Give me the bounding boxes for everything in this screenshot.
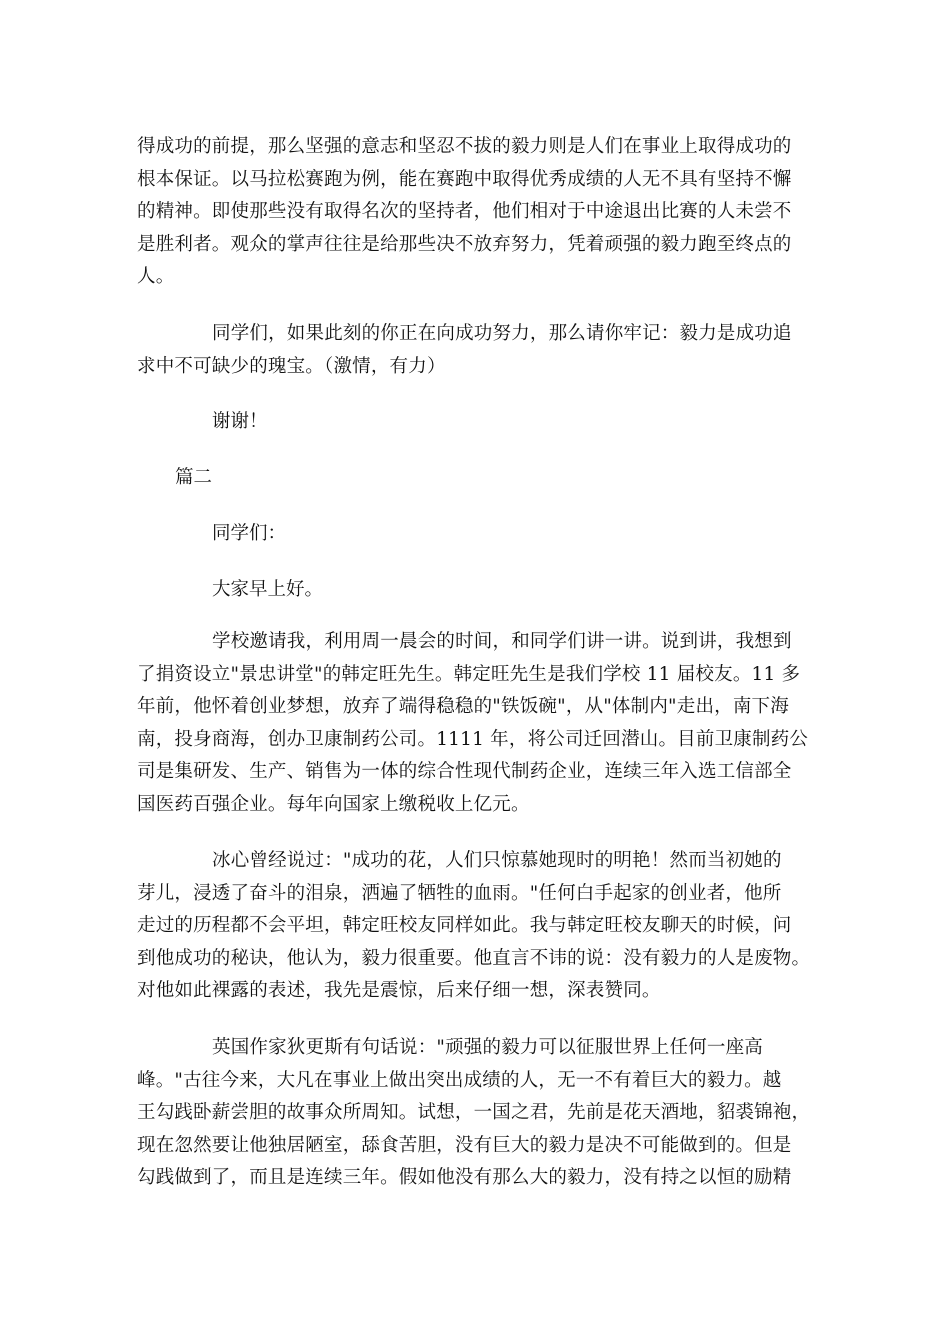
text-line: 司是集研发、生产、销售为一体的综合性现代制药企业，连续三年入选工信部全 — [137, 761, 792, 782]
text-line: 人。 — [137, 266, 175, 287]
text-line: 是胜利者。观众的掌声往往是给那些决不放弃努力，凭着顽强的毅力跑至终点的 — [137, 233, 792, 255]
text-line: 芽儿，浸透了奋斗的泪泉，洒遍了牺牲的血雨。"任何白手起家的创业者，他所 — [137, 882, 782, 904]
text-line: 求中不可缺少的瑰宝。（激情，有力） — [137, 355, 446, 377]
text-line: 了捐资设立"景忠讲堂"的韩定旺先生。韩定旺先生是我们学校 11 届校友。11 多 — [137, 663, 801, 685]
text-line: 的精神。即使那些没有取得名次的坚持者，他们相对于中途退出比赛的人未尝不 — [137, 201, 792, 222]
text-line: 年前，他怀着创业梦想，放弃了端得稳稳的"铁饭碗"，从"体制内"走出，南下海 — [137, 696, 789, 717]
text-line: 根本保证。以马拉松赛跑为例，能在赛跑中取得优秀成绩的人无不具有坚持不懈 — [137, 168, 792, 190]
text-line: 得成功的前提，那么坚强的意志和坚忍不拔的毅力则是人们在事业上取得成功的 — [137, 136, 792, 157]
paragraph-1 — [137, 131, 817, 294]
text-line: 南，投身商海，创办卫康制药公司。1111 年，将公司迁回潜山。目前卫康制药公 — [137, 728, 809, 750]
paragraph-5 — [137, 1032, 817, 1195]
text-line: 峰。"古往今来，大凡在事业上做出突出成绩的人，无一不有着巨大的毅力。越 — [137, 1069, 782, 1091]
thanks-line: 谢谢！ — [212, 411, 268, 432]
text-line: 走过的历程都不会平坦，韩定旺校友同样如此。我与韩定旺校友聊天的时候，问 — [137, 915, 792, 936]
morning-line: 大家早上好。 — [212, 579, 324, 600]
paragraph-2 — [137, 318, 817, 383]
text-line: 同学们，如果此刻的你正在向成功努力，那么请你牢记：毅力是成功追 — [212, 323, 792, 344]
text-line: 英国作家狄更斯有句话说："顽强的毅力可以征服世界上任何一座高 — [212, 1037, 764, 1058]
text-line: 对他如此裸露的表述，我先是震惊，后来仔细一想，深表赞同。 — [137, 980, 661, 1001]
text-line: 冰心曾经说过："成功的花，人们只惊慕她现时的明艳！然而当初她的 — [212, 850, 782, 871]
greeting-line: 同学们： — [212, 523, 287, 544]
text-line: 国医药百强企业。每年向国家上缴税收上亿元。 — [137, 793, 530, 815]
text-line: 到他成功的秘诀，他认为，毅力很重要。他直言不讳的说：没有毅力的人是废物。 — [137, 947, 811, 969]
section-heading: 篇二 — [175, 467, 213, 488]
paragraph-4 — [137, 845, 817, 1008]
text-line: 王勾践卧薪尝胆的故事众所周知。试想，一国之君，先前是花天酒地，貂裘锦袍， — [137, 1102, 811, 1123]
text-line: 勾践做到了，而且是连续三年。假如他没有那么大的毅力，没有持之以恒的励精 — [137, 1167, 792, 1188]
text-line: 学校邀请我，利用周一晨会的时间，和同学们讲一讲。说到讲，我想到 — [212, 631, 792, 652]
paragraph-3 — [137, 626, 817, 821]
text-line: 现在忽然要让他独居陋室，舔食苦胆，没有巨大的毅力是决不可能做到的。但是 — [137, 1134, 792, 1156]
